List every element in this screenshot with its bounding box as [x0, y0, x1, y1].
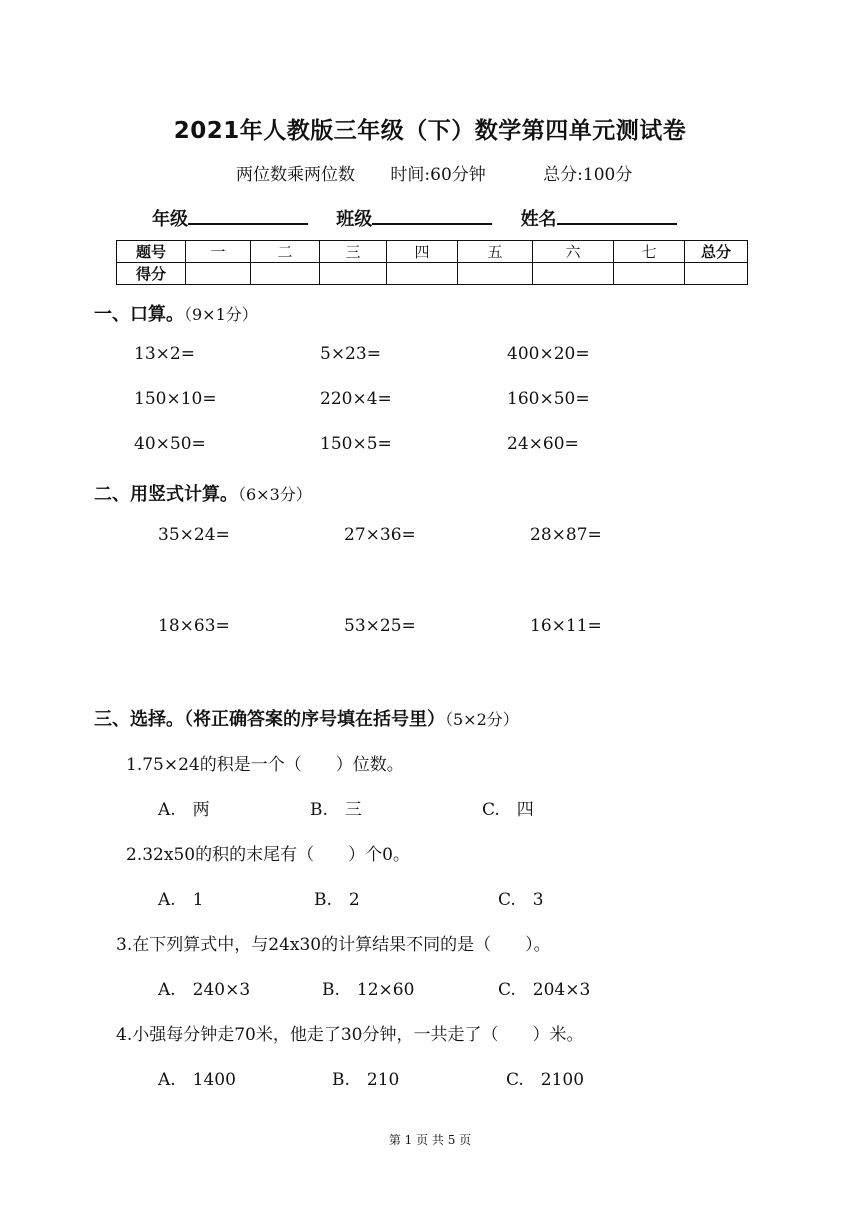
choice-option[interactable]: A. 1400	[158, 1070, 236, 1090]
score-cell[interactable]	[458, 263, 533, 285]
section-2-title: 二、用竖式计算。	[94, 484, 238, 505]
choice-option[interactable]: A. 1	[158, 890, 204, 910]
vertical-calc-problem: 53×25=	[344, 616, 416, 636]
score-table	[116, 240, 748, 285]
oral-problem: 40×50=	[134, 434, 206, 454]
vertical-calc-problem: 16×11=	[530, 616, 602, 636]
choice-option[interactable]: B. 2	[314, 890, 360, 910]
score-cell[interactable]	[387, 263, 458, 285]
oral-problem: 400×20=	[507, 344, 590, 364]
score-cell[interactable]	[614, 263, 685, 285]
score-header-cell: 七	[614, 241, 685, 263]
subtitle-topic: 两位数乘两位数	[236, 165, 355, 185]
choice-option[interactable]: A. 240×3	[158, 980, 251, 1000]
choice-option[interactable]: B. 三	[310, 800, 362, 820]
score-cell[interactable]	[685, 263, 748, 285]
score-header-cell: 总分	[685, 241, 748, 263]
section-2-heading	[94, 480, 312, 506]
section-3-heading	[94, 705, 519, 731]
section-1-title: 一、口算。	[94, 304, 184, 325]
choice-option[interactable]: B. 210	[332, 1070, 400, 1090]
score-header-cell: 五	[458, 241, 533, 263]
grade-field	[152, 205, 308, 231]
oral-problem: 24×60=	[507, 434, 579, 454]
subtitle-total: 总分:100分	[543, 165, 633, 185]
choice-option[interactable]: C. 2100	[506, 1070, 585, 1090]
grade-label: 年级	[152, 209, 188, 230]
score-header-cell: 三	[320, 241, 387, 263]
choice-question: 4.小强每分钟走70米，他走了30分钟，一共走了（ ）米。	[116, 1025, 584, 1045]
name-field	[521, 205, 677, 231]
score-table-header-row	[117, 241, 748, 263]
score-header-cell: 题号	[117, 241, 186, 263]
choice-option[interactable]: A. 两	[158, 800, 210, 820]
oral-problem: 160×50=	[507, 389, 590, 409]
score-cell[interactable]	[186, 263, 251, 285]
choice-option[interactable]: C. 四	[482, 800, 534, 820]
choice-question: 3.在下列算式中，与24x30的计算结果不同的是（ ）。	[116, 935, 551, 955]
oral-problem: 150×10=	[134, 389, 217, 409]
oral-problem: 5×23=	[320, 344, 381, 364]
score-header-cell: 一	[186, 241, 251, 263]
student-info-fields	[152, 205, 699, 231]
score-cell[interactable]	[251, 263, 320, 285]
vertical-calc-problem: 35×24=	[158, 525, 230, 545]
choice-option[interactable]: C. 204×3	[498, 980, 591, 1000]
class-field	[336, 205, 492, 231]
score-table-score-row	[117, 263, 748, 285]
section-2-points: （6×3分）	[238, 485, 312, 504]
oral-problem: 13×2=	[134, 344, 195, 364]
vertical-calc-problem: 18×63=	[158, 616, 230, 636]
grade-blank[interactable]	[188, 205, 308, 225]
name-blank[interactable]	[557, 205, 677, 225]
vertical-calc-problem: 28×87=	[530, 525, 602, 545]
vertical-calc-problem: 27×36=	[344, 525, 416, 545]
page-footer: 第 1 页 共 5 页	[388, 1133, 472, 1147]
choice-option[interactable]: C. 3	[498, 890, 544, 910]
section-1-heading	[94, 300, 258, 326]
choice-question: 1.75×24的积是一个（ ）位数。	[126, 755, 404, 775]
subtitle	[236, 160, 632, 185]
subtitle-time: 时间:60分钟	[390, 165, 486, 185]
section-3-title: 三、选择。（将正确答案的序号填在括号里）	[94, 709, 445, 730]
score-cell[interactable]	[320, 263, 387, 285]
name-label: 姓名	[520, 209, 557, 230]
score-header-cell: 六	[533, 241, 614, 263]
class-blank[interactable]	[372, 205, 492, 225]
section-1-points: （9×1分）	[184, 305, 258, 324]
page-title: 2021年人教版三年级（下）数学第四单元测试卷	[173, 118, 687, 144]
score-header-cell: 四	[387, 241, 458, 263]
score-cell[interactable]	[533, 263, 614, 285]
oral-problem: 220×4=	[320, 389, 392, 409]
choice-question: 2.32x50的积的末尾有（ ）个0。	[126, 845, 410, 865]
choice-option[interactable]: B. 12×60	[322, 980, 415, 1000]
class-label: 班级	[336, 209, 373, 230]
section-3-points: （5×2分）	[445, 710, 519, 729]
oral-problem: 150×5=	[320, 434, 392, 454]
score-header-cell: 二	[251, 241, 320, 263]
score-row-label: 得分	[117, 263, 186, 285]
